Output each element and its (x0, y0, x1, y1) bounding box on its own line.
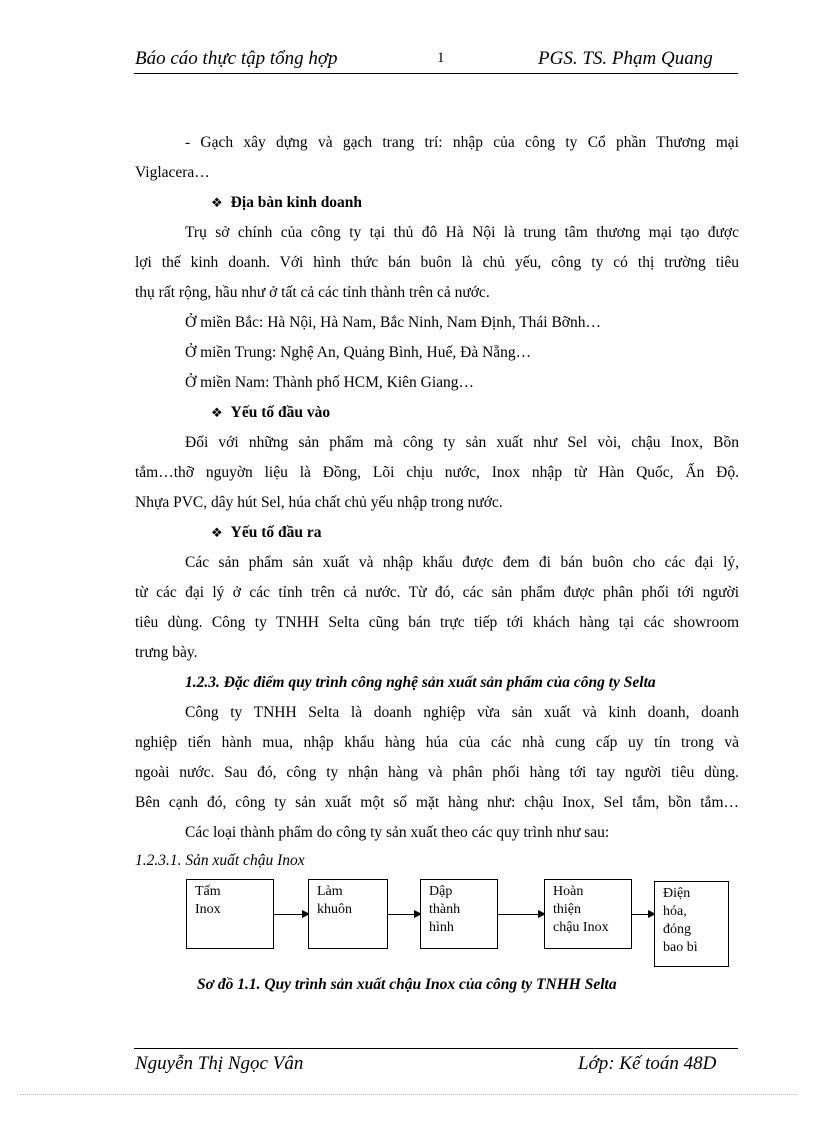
process-step-box: Làm khuôn (308, 879, 388, 949)
paragraph-line: thụ rất rộng, hầu như ở tất cả các tỉnh thành trên cả nước. (135, 284, 490, 301)
paragraph-line: Các loại thành phẩm do công ty sản xuất theo các quy trình như sau: (185, 824, 610, 841)
paragraph-line: Đối với những sản phẩm mà công ty sản xuất như Sel vòi, chậu Inox, Bồn (185, 434, 739, 451)
paragraph-line: ngoài nước. Sau đó, công ty nhận hàng và phân phối hàng tới tay người tiêu dùng. (135, 764, 739, 781)
paragraph-line: Công ty TNHH Selta là doanh nghiệp vừa sản xuất và kinh doanh, doanh (185, 704, 739, 721)
header-right-author: PGS. TS. Phạm Quang (538, 48, 713, 69)
diamond-bullet-icon: ❖ (211, 525, 223, 540)
process-step-box: Tấm Inox (186, 879, 274, 949)
paragraph-line: Các sản phẩm sản xuất và nhập khẩu được đem đi bán buôn cho các đại lý, (185, 554, 739, 571)
paragraph-line: Ở miền Trung: Nghệ An, Quảng Bình, Huế, Đà Nẵng… (185, 344, 532, 361)
subsection-heading: 1.2.3.1. Sản xuất chậu Inox (135, 852, 305, 869)
bullet-heading-text: Yếu tố đầu vào (230, 404, 331, 421)
footer-author: Nguyễn Thị Ngọc Vân (135, 1053, 304, 1074)
header-left-title: Báo cáo thực tập tổng hợp (135, 48, 338, 69)
diagram-caption: Sơ đồ 1.1. Quy trình sản xuất chậu Inox của công ty TNHH Selta (197, 976, 617, 993)
bullet-heading-text: Yếu tố đầu ra (230, 524, 322, 541)
paragraph-line: Trụ sở chính của công ty tại thủ đô Hà Nội là trung tâm thương mại tạo được (185, 224, 739, 241)
paragraph-line: - Gạch xây dựng và gạch trang trí: nhập của công ty Cổ phần Thương mại (185, 134, 739, 151)
bullet-heading (211, 403, 815, 423)
paragraph-line: từ các đại lý ở các tỉnh trên cả nước. Từ đó, các sản phẩm được phân phối tới người (135, 584, 739, 601)
process-step-box: Hoàn thiện chậu Inox (544, 879, 632, 949)
footer-class: Lớp: Kế toán 48D (578, 1053, 717, 1074)
paragraph-line: Ở miền Bắc: Hà Nội, Hà Nam, Bắc Ninh, Nam Định, Thái Bỡnh… (185, 314, 602, 331)
page-number: 1 (437, 50, 445, 66)
section-heading: 1.2.3. Đặc điểm quy trình công nghệ sản xuất sản phẩm của công ty Selta (185, 674, 656, 691)
paragraph-line: tắm…thỡ nguyờn liệu là Đồng, Lõi chịu nước, Inox nhập từ Hàn Quốc, Ấn Độ. (135, 464, 739, 481)
arrow-right-icon (498, 914, 544, 915)
paragraph-line: Ở miền Nam: Thành phố HCM, Kiên Giang… (185, 374, 475, 391)
page-edge-divider (20, 1094, 796, 1095)
diamond-bullet-icon: ❖ (211, 195, 223, 210)
paragraph-line: tiêu dùng. Công ty TNHH Selta cũng bán trực tiếp tới khách hàng tại các showroom (135, 614, 739, 631)
bullet-heading-text: Địa bàn kinh doanh (230, 194, 363, 211)
arrow-right-icon (274, 914, 308, 915)
paragraph-line: lợi thế kinh doanh. Với hình thức bán buôn là chủ yếu, công ty có thị trường tiêu (135, 254, 739, 271)
process-step-box: Dập thành hình (420, 879, 498, 949)
arrow-right-icon (632, 914, 654, 915)
paragraph-line: Bên cạnh đó, công ty sản xuất một số mặt hàng như: chậu Inox, Sel tắm, bồn tắm… (135, 794, 739, 811)
bullet-heading (211, 523, 815, 543)
footer-rule (134, 1048, 738, 1049)
diamond-bullet-icon: ❖ (211, 405, 223, 420)
paragraph-line: Nhựa PVC, dây hút Sel, húa chất chủ yếu nhập trong nước. (135, 494, 503, 511)
paragraph-line: Viglacera… (135, 164, 210, 181)
paragraph-line: trưng bày. (135, 644, 198, 661)
header-rule (134, 73, 738, 74)
paragraph-line: nghiệp tiến hành mua, nhập khẩu hàng húa của các nhà cung cấp uy tín trong và (135, 734, 739, 751)
process-step-box: Điện hóa, đóng bao bì (654, 881, 729, 967)
bullet-heading (211, 193, 815, 213)
arrow-right-icon (388, 914, 420, 915)
